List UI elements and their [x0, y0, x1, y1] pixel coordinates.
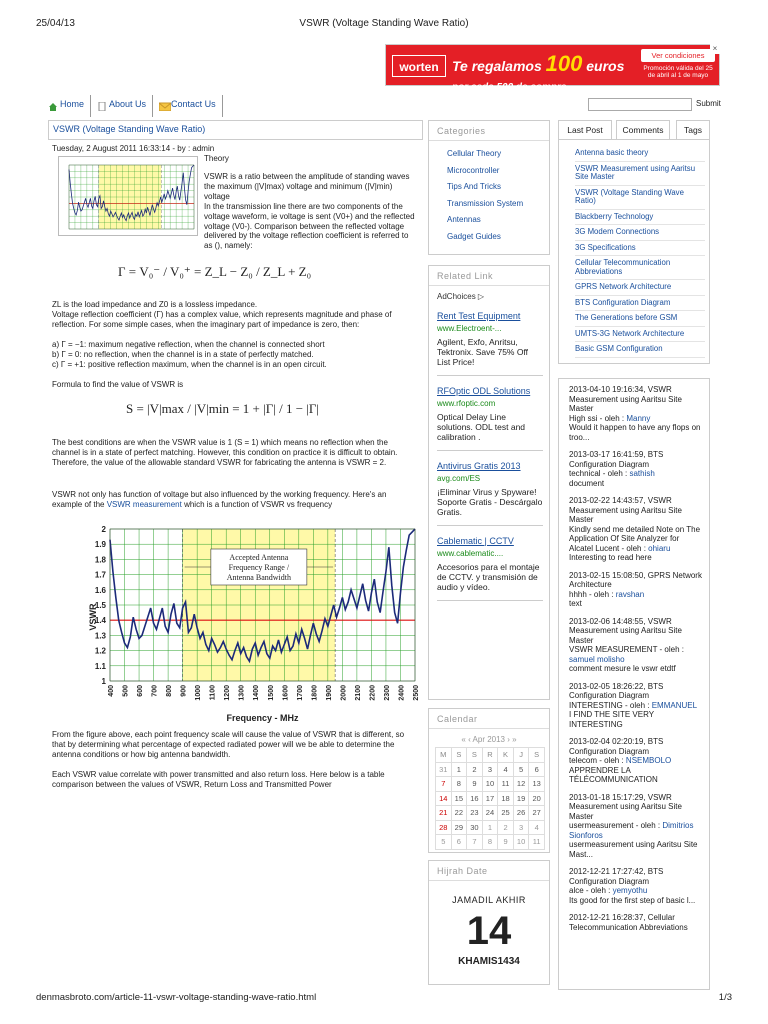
calendar-weekday: S	[467, 748, 483, 763]
related-ad-desc: ¡Eliminar Virus y Spyware! Soporte Gratis - Descárgalo Gratis.	[437, 487, 543, 517]
x-tick-label: 400	[108, 685, 115, 697]
recent-comments	[558, 378, 710, 990]
post-link[interactable]: UMTS-3G Network Architecture	[575, 327, 705, 343]
x-tick-label: 2100	[354, 685, 362, 701]
comment-sub	[569, 414, 705, 424]
related-ad-url[interactable]: www.cablematic....	[437, 549, 504, 558]
x-tick-label: 900	[180, 685, 188, 697]
categories-box	[428, 120, 550, 255]
post-link[interactable]: VSWR Measurement using Aaritsu Site Master	[575, 162, 705, 186]
post-link[interactable]: GPRS Network Architecture	[575, 280, 705, 296]
article-p4: Voltage reflection coefficient (Γ) has a complex value, which represents magnitude and phase of reflection. For some simple cases, when the imaginary part of impedance is zero, then:	[52, 310, 392, 329]
comment-head[interactable]: 2012-12-21 16:28:37, Cellular Telecommunication Abbreviations	[569, 913, 688, 932]
related-ad[interactable]	[437, 386, 543, 451]
comment-author[interactable]: yemyothu	[612, 886, 648, 895]
article-theory: Theory	[204, 154, 229, 163]
print-date: 25/04/13	[36, 18, 75, 29]
comment-title: technical - oleh :	[569, 469, 630, 478]
ad-banner[interactable]	[385, 44, 720, 93]
article-p5b: b) Γ = 0: no reflection, when the channel is in a state of perfectly matched.	[52, 350, 314, 359]
x-tick-label: 2500	[413, 685, 420, 701]
y-tick-label: 1.7	[94, 570, 106, 580]
comment-sub	[569, 469, 705, 479]
document-icon	[97, 99, 107, 108]
comment-item[interactable]	[559, 385, 709, 442]
y-tick-label: 1.5	[94, 601, 106, 610]
comment-item[interactable]	[559, 913, 709, 932]
calendar-day[interactable]: 16	[467, 791, 483, 806]
category-item[interactable]: Tips And Tricks	[447, 182, 501, 191]
nav-home-label: Home	[60, 99, 85, 109]
related-ad-title[interactable]: RFOptic ODL Solutions	[437, 386, 531, 396]
ad-line1: Te regalamos	[452, 58, 542, 74]
comment-body: text	[569, 599, 582, 608]
calendar-day[interactable]: 8	[451, 777, 467, 792]
x-tick-label: 1800	[311, 685, 319, 701]
calendar-day[interactable]: 7	[467, 835, 483, 850]
post-link[interactable]: VSWR (Voltage Standing Wave Ratio)	[575, 186, 705, 210]
comment-sub	[569, 645, 705, 664]
comment-body: document	[569, 478, 605, 488]
post-tabs	[558, 120, 708, 140]
x-tick-label: 2300	[383, 685, 391, 701]
article-p7: The best conditions are when the VSWR value is 1 (S = 1) which means no reflection when the channel is in a state of perfect matching. However, this condition on practice it is difficult to obtain. Therefore, the value of the allowable standard VSWR for fabricating the antenna is VSWR = 2.	[52, 438, 398, 467]
ad-unit: euros	[586, 58, 625, 74]
band-label: Antenna Bandwidth	[226, 573, 291, 582]
comment-head[interactable]: 2013-03-17 16:41:59, BTS Configuration Diagram	[569, 450, 664, 469]
calendar-day[interactable]: 12	[513, 777, 529, 792]
comment-item[interactable]	[559, 793, 709, 860]
calendar-day[interactable]: 30	[467, 820, 483, 835]
article-body	[48, 142, 423, 802]
tab-comments[interactable]: Comments	[616, 120, 670, 140]
nav-contact-label: Contact Us	[171, 99, 216, 109]
related-ad-url[interactable]: www.rfoptic.com	[437, 399, 496, 408]
calendar-day[interactable]: 23	[467, 806, 483, 821]
x-tick-label: 1900	[325, 685, 333, 701]
y-tick-label: 1.8	[94, 555, 106, 565]
comment-sub	[569, 701, 705, 711]
print-page: 1/3	[718, 992, 732, 1003]
vswr-chart	[88, 517, 423, 732]
nav-about[interactable]	[97, 95, 153, 117]
band-label: Frequency Range /	[228, 563, 290, 572]
calendar-day[interactable]: 4	[498, 762, 514, 777]
comment-body: comment mesure le vswr etdtf	[569, 664, 676, 673]
last-post-list	[559, 140, 709, 358]
nav-about-label: About Us	[109, 99, 147, 109]
comment-item[interactable]	[559, 867, 709, 905]
comment-author[interactable]: EMMANUEL	[651, 700, 698, 710]
y-tick-label: 1.4	[94, 616, 106, 626]
x-tick-label: 1700	[296, 685, 304, 701]
x-tick-label: 1100	[209, 685, 217, 701]
calendar-day[interactable]: 31	[436, 762, 452, 777]
calendar-day[interactable]: 15	[451, 791, 467, 806]
comment-head[interactable]: 2013-02-22 14:43:57, VSWR Measurement using Aaritsu Site Master	[569, 496, 682, 524]
x-tick-label: 600	[137, 685, 145, 697]
calendar-day[interactable]: 10	[482, 777, 498, 792]
comment-author[interactable]: ravshan	[615, 589, 645, 599]
calendar-day[interactable]: 21	[436, 806, 452, 821]
related-ad-desc: Agilent, Exfo, Anritsu, Tektronix. Save 75% Off List Price!	[437, 337, 529, 367]
comment-body: Interesting to read here	[569, 553, 652, 562]
comment-head[interactable]: 2013-04-10 19:16:34, VSWR Measurement using Aaritsu Site Master	[569, 385, 682, 413]
category-item[interactable]: Cellular Theory	[447, 149, 502, 158]
related-ad-title[interactable]: Antivirus Gratis 2013	[437, 461, 521, 471]
x-tick-label: 1400	[253, 685, 261, 701]
calendar-day[interactable]: 5	[436, 835, 452, 850]
top-nav	[48, 95, 229, 117]
y-tick-label: 1	[101, 677, 106, 686]
calendar-day[interactable]: 13	[529, 777, 545, 792]
calendar-day[interactable]: 9	[467, 777, 483, 792]
post-link[interactable]: 3G Specifications	[575, 241, 705, 257]
post-link[interactable]: Basic GSM Configuration	[575, 342, 705, 358]
comment-item[interactable]	[559, 450, 709, 488]
calendar-day[interactable]: 20	[529, 791, 545, 806]
calendar-day[interactable]: 25	[498, 806, 514, 821]
calendar-day[interactable]: 1	[482, 820, 498, 835]
calendar-day[interactable]: 6	[529, 762, 545, 777]
y-tick-label: 1.1	[94, 661, 106, 671]
band-label: Accepted Antenna	[229, 553, 289, 562]
article-p10: Each VSWR value correlate with power transmitted and also return loss. Here below is a table comparison between the values of VSWR, Return Loss and Transmitted Power	[52, 770, 385, 789]
comment-title: usermeasurement - oleh :	[569, 821, 663, 830]
comment-body: I FIND THE SITE VERY INTERESTING	[569, 710, 654, 729]
comment-body: usermeasurement using Aaritsu Site Mast...	[569, 840, 698, 859]
calendar-day[interactable]: 27	[529, 806, 545, 821]
article-p2: In the transmission line there are two components of the voltage waveform, ie voltage is sent (V0+) and the reflected voltage (V0-). Comparison between the reflected voltage delivered by the voltage reflection coefficient is referred to as (), namely:	[204, 202, 415, 251]
comment-title: alce - oleh :	[569, 886, 613, 895]
category-item[interactable]: Microcontroller	[447, 165, 500, 175]
article-p5c: c) Γ = +1: positive reflection maximum, when the channel is in an open circuit.	[52, 360, 327, 369]
comment-title: telecom - oleh :	[569, 756, 626, 765]
calendar-day[interactable]: 3	[513, 820, 529, 835]
calendar-day[interactable]: 2	[498, 820, 514, 835]
comment-sub	[569, 590, 705, 600]
comment-item[interactable]	[559, 571, 709, 609]
comment-title: INTERESTING - oleh :	[569, 700, 652, 710]
calendar-nav[interactable]: « ‹ Apr 2013 › »	[461, 735, 517, 744]
x-tick-label: 2000	[340, 685, 348, 701]
x-tick-label: 700	[151, 685, 159, 697]
x-tick-label: 500	[122, 685, 130, 697]
comment-author[interactable]: ohiaru	[648, 543, 671, 553]
adchoices-label[interactable]: AdChoices ▷	[437, 292, 485, 301]
article-thumbnail[interactable]	[58, 156, 198, 236]
x-tick-label: 1000	[195, 685, 203, 701]
calendar-weekday: R	[482, 748, 498, 763]
related-ad-url[interactable]: avg.com/ES	[437, 474, 481, 483]
comment-author[interactable]: Dimitrios Sionforos	[569, 821, 694, 840]
hijrah-month: JAMADIL AKHIR	[452, 895, 526, 905]
hijrah-day: 14	[466, 909, 512, 953]
categories-list	[429, 141, 549, 248]
hijrah-box	[428, 860, 550, 985]
comment-head[interactable]: 2012-12-21 17:27:42, BTS Configuration Diagram	[569, 867, 664, 886]
x-tick-label: 2200	[369, 685, 377, 701]
calendar-day[interactable]: 8	[482, 835, 498, 850]
calendar-weekday: J	[513, 748, 529, 763]
x-tick-label: 1200	[224, 685, 232, 701]
post-link[interactable]: Cellular Telecommunication Abbreviations	[575, 256, 705, 280]
comment-sub	[569, 886, 705, 896]
calendar-heading: Calendar	[429, 709, 549, 729]
hijrah-heading: Hijrah Date	[429, 861, 549, 881]
print-title: VSWR (Voltage Standing Wave Ratio)	[299, 18, 469, 29]
x-tick-label: 800	[166, 685, 174, 697]
ad-small-print: Promoción válida del 25 de abril al 1 de mayo	[643, 65, 713, 79]
calendar-day[interactable]: 5	[513, 762, 529, 777]
calendar-day[interactable]: 4	[529, 820, 545, 835]
related-heading: Related Link	[429, 266, 549, 286]
mail-icon	[159, 99, 169, 108]
ad-line2: por cada 500 de compra	[452, 82, 567, 93]
category-item[interactable]: Antennas	[447, 215, 481, 224]
y-tick-label: 1.3	[94, 631, 106, 641]
y-tick-label: 1.9	[94, 540, 106, 550]
last-post-panel	[558, 139, 710, 364]
article-p5a: a) Γ = −1: maximum negative reflection, when the channel is connected short	[52, 340, 325, 349]
comment-author[interactable]: Manny	[626, 413, 651, 423]
related-ad-title[interactable]: Rent Test Equipment	[437, 311, 521, 321]
article-p2-a	[204, 202, 419, 251]
article-p3: ZL is the load impedance and Z0 is a lossless impedance.	[52, 300, 258, 309]
comment-head[interactable]: 2013-02-05 18:26:22, BTS Configuration Diagram	[569, 681, 664, 700]
calendar-day[interactable]: 17	[482, 791, 498, 806]
calendar-weekday: S	[451, 748, 467, 763]
comment-body: APPRENDRE LA TÉLÉCOMMUNICATION	[569, 765, 658, 784]
article-title[interactable]: VSWR (Voltage Standing Wave Ratio)	[48, 120, 423, 140]
comment-author[interactable]: samuel molisho	[569, 654, 625, 664]
calendar-grid	[435, 747, 545, 850]
category-item[interactable]: Transmission System	[447, 198, 524, 208]
comment-author[interactable]: sathish	[629, 469, 655, 478]
x-tick-label: 1500	[267, 685, 275, 701]
categories-heading: Categories	[429, 121, 549, 141]
formula-reflection: Γ = V₀⁻ / V₀⁺ = Z_L − Z₀ / Z_L + Z₀	[118, 264, 312, 279]
y-tick-label: 2	[101, 525, 106, 534]
comment-sub	[569, 756, 705, 766]
calendar-day[interactable]: 10	[513, 835, 529, 850]
x-tick-label: 2400	[398, 685, 406, 701]
comment-item[interactable]	[559, 737, 709, 785]
related-ad-title[interactable]: Cablematic | CCTV	[437, 536, 514, 546]
post-link[interactable]: 3G Modem Connections	[575, 225, 705, 241]
calendar-day[interactable]: 19	[513, 791, 529, 806]
post-link[interactable]: BTS Configuration Diagram	[575, 296, 705, 312]
calendar-day[interactable]: 2	[467, 762, 483, 777]
calendar-day[interactable]: 3	[482, 762, 498, 777]
comment-item[interactable]	[559, 617, 709, 674]
x-axis-label: Frequency - MHz	[226, 713, 299, 723]
submit-button[interactable]: Submit	[696, 99, 721, 108]
hijrah-year: KHAMIS1434	[458, 956, 520, 967]
ad-side	[641, 49, 715, 79]
comment-sub	[569, 525, 705, 554]
calendar-day[interactable]: 7	[436, 777, 452, 792]
related-ad[interactable]	[437, 461, 543, 526]
calendar-day[interactable]: 24	[482, 806, 498, 821]
related-ad-desc: Optical Delay Line solutions. ODL test and calibration .	[437, 412, 526, 442]
article-p8b: which is a function of VSWR vs frequency	[181, 499, 333, 509]
calendar-day[interactable]: 6	[451, 835, 467, 850]
related-ad-desc: Accesorios para el montaje de CCTV. y transmisión de audio y vídeo.	[437, 562, 540, 592]
comment-author[interactable]: NSEMBOLO	[625, 756, 672, 765]
comment-title: hhhh - oleh :	[569, 589, 616, 599]
comment-item[interactable]	[559, 682, 709, 730]
ad-promo	[452, 51, 624, 93]
comment-head[interactable]: 2013-02-06 14:48:55, VSWR Measurement using Aaritsu Site Master	[569, 616, 682, 645]
tab-tags[interactable]: Tags	[676, 120, 710, 140]
article-p8	[52, 490, 417, 510]
comment-title: VSWR MEASUREMENT - oleh :	[569, 645, 684, 654]
article-meta: Tuesday, 2 August 2011 16:33:14 - by : admin	[52, 144, 215, 153]
y-tick-label: 1.6	[94, 585, 106, 595]
print-footer	[36, 992, 732, 1003]
thumbnail-chart	[59, 157, 199, 237]
calendar-day[interactable]: 22	[451, 806, 467, 821]
ad-close-icon[interactable]: ×	[710, 44, 720, 54]
nav-contact[interactable]	[159, 95, 223, 117]
ad-brand-logo: worten	[392, 55, 446, 77]
calendar-day[interactable]: 14	[436, 791, 452, 806]
x-tick-label: 1300	[238, 685, 246, 701]
category-item[interactable]: Gadget Guides	[447, 231, 501, 241]
related-link-box	[428, 265, 550, 700]
comment-sub	[569, 821, 705, 840]
search-input[interactable]	[588, 98, 692, 111]
nav-home[interactable]	[48, 95, 91, 117]
calendar-day[interactable]: 18	[498, 791, 514, 806]
calendar-weekday: M	[436, 748, 452, 763]
calendar-weekday: S	[529, 748, 545, 763]
comment-item[interactable]	[559, 496, 709, 563]
article-p8a: VSWR not only has function of voltage but also influenced by the working frequency. Here's an example of the	[52, 490, 387, 509]
post-link[interactable]: Antenna basic theory	[575, 146, 705, 162]
print-url: denmasbroto.com/article-11-vswr-voltage-standing-wave-ratio.html	[36, 992, 317, 1003]
home-icon	[48, 99, 58, 108]
calendar-day[interactable]: 1	[451, 762, 467, 777]
calendar-box	[428, 708, 550, 853]
comment-head[interactable]: 2013-02-15 15:08:50, GPRS Network Architecture	[569, 570, 702, 589]
print-header	[36, 18, 732, 32]
comment-title: Kindly send me detailed Note on The Application Of Site Analyzer for Alcatel Lucent - oleh :	[569, 524, 701, 553]
calendar-day[interactable]: 26	[513, 806, 529, 821]
post-link[interactable]: Blackberry Technology	[575, 210, 705, 226]
comment-body: Its good for the first step of basic l...	[569, 895, 696, 905]
calendar-day[interactable]: 11	[529, 835, 545, 850]
ad-amount: 100	[545, 51, 583, 76]
comment-head[interactable]: 2013-01-18 15:17:29, VSWR Measurement using Aaritsu Site Master	[569, 792, 682, 821]
ad-cta-button[interactable]: Ver condiciones	[641, 49, 715, 62]
y-tick-label: 1.2	[94, 646, 106, 656]
related-ad[interactable]	[437, 536, 543, 601]
article-p6: Formula to find the value of VSWR is	[52, 380, 184, 389]
post-link[interactable]: The Generations before GSM	[575, 311, 705, 327]
calendar-day[interactable]: 28	[436, 820, 452, 835]
comment-title: High ssi - oleh :	[569, 413, 627, 423]
calendar-day[interactable]: 29	[451, 820, 467, 835]
x-tick-label: 1600	[282, 685, 290, 701]
formula-vswr: S = |V|max / |V|min = 1 + |Γ| / 1 − |Γ|	[126, 401, 320, 416]
article-p9: From the figure above, each point frequency scale will cause the value of VSWR that is different, so that by determining what percentage of expected radiated power will we be able to determine the antenna conditions or how big antenna bandwidth.	[52, 730, 405, 759]
vswr-measurement-link[interactable]: VSWR measurement	[106, 499, 182, 509]
calendar-day[interactable]: 11	[498, 777, 514, 792]
calendar-weekday: K	[498, 748, 514, 763]
related-ad-url[interactable]: www.Electroent-...	[437, 324, 502, 333]
y-axis-label: VSWR	[88, 603, 98, 631]
comment-head[interactable]: 2013-02-04 02:20:19, BTS Configuration Diagram	[569, 737, 664, 756]
comment-body: Would it happen to have any flops on troo...	[569, 423, 701, 442]
related-ads	[429, 311, 549, 601]
related-ad[interactable]	[437, 311, 543, 376]
article-p1: VSWR is a ratio between the amplitude of standing waves the maximum (|V|max) voltage and minimum (|V|min) voltage	[204, 172, 410, 201]
tab-last-post[interactable]: Last Post	[558, 120, 612, 140]
calendar-day[interactable]: 9	[498, 835, 514, 850]
